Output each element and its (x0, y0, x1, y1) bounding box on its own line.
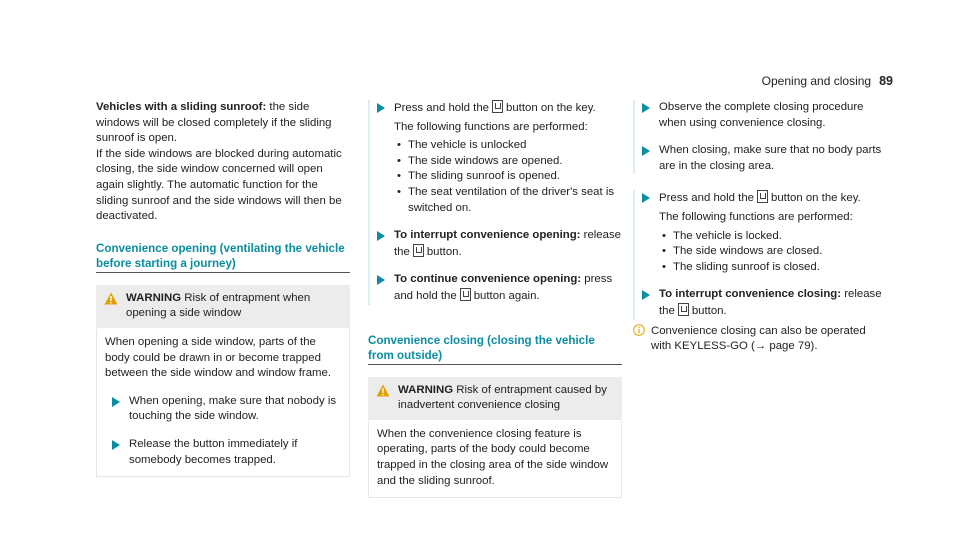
warning-box-closing (368, 377, 622, 499)
list-item: • The seat ventilation of the driver's seat is switched on. (394, 185, 622, 216)
page-header (762, 74, 893, 90)
step-arrow-icon (635, 100, 659, 131)
section-title-convenience-closing: Convenience closing (closing the vehicle from outside) (368, 333, 622, 365)
column-3 (633, 100, 889, 355)
step-arrow-icon (370, 228, 394, 260)
steps-group-caution (633, 100, 889, 174)
steps-group-opening (368, 100, 622, 305)
warning-step: Release the button immediately if somebody becomes trapped. (105, 437, 341, 468)
warning-body (96, 329, 350, 477)
functions-list (394, 138, 622, 216)
page-number: 89 (879, 74, 893, 88)
list-item: • The sliding sunroof is closed. (659, 260, 889, 276)
blocked-paragraph: If the side windows are blocked during automatic closing, the side window concerned will open again slightly. The automatic function for the sliding sunroof and the side windows will then be deactivated. (96, 147, 342, 223)
step-observe: Observe the complete closing procedure when using convenience closing. (635, 100, 889, 131)
column-2 (368, 100, 622, 498)
list-item: • The vehicle is unlocked (394, 138, 622, 154)
unlock-button-icon (460, 288, 471, 301)
step-continue-opening: To continue convenience opening: press and hold the button again. (370, 272, 622, 304)
warning-title: Risk of entrapment when opening a side window (126, 291, 311, 320)
column-1 (96, 100, 350, 477)
section-title-convenience-opening: Convenience opening (ventilating the vehicle before starting a journey) (96, 241, 350, 273)
functions-list (659, 229, 889, 276)
note-text: Convenience closing can also be operated with KEYLESS-GO (→ page 79). (651, 324, 866, 353)
step-arrow-icon (105, 394, 129, 425)
warning-triangle-icon (104, 291, 126, 322)
info-icon (633, 324, 651, 355)
step-press-hold: Press and hold the button on the key. The following functions are performed: • The vehicle is unlocked • The side windows are opened. • The sliding sunroof is opened. • The seat ventilation of the driver's seat is switched on. (370, 100, 622, 216)
step-arrow-icon (370, 272, 394, 304)
warning-header (368, 377, 622, 421)
warning-title: Risk of entrapment caused by inadvertent convenience closing (398, 383, 607, 412)
unlock-button-icon (492, 100, 503, 113)
warning-body (368, 421, 622, 498)
info-note (633, 324, 889, 355)
chapter-title: Opening and closing (761, 74, 872, 88)
steps-group-closing (633, 190, 889, 319)
lock-button-icon (678, 303, 689, 316)
step-interrupt-closing: To interrupt convenience closing: release the button. (635, 287, 889, 319)
warning-box-opening (96, 285, 350, 477)
step-arrow-icon (105, 437, 129, 468)
step-arrow-icon (370, 100, 394, 216)
unlock-button-icon (413, 244, 424, 257)
step-arrow-icon (635, 287, 659, 319)
intro-paragraph: Vehicles with a sliding sunroof: the side windows will be closed completely if the sliding sunroof is open. (96, 101, 332, 145)
warning-text: When opening a side window, parts of the body could be drawn in or become trapped between the side window and window frame. (105, 335, 332, 380)
list-item: • The side windows are opened. (394, 154, 622, 170)
step-interrupt-opening: To interrupt convenience opening: release the button. (370, 228, 622, 260)
step-press-hold-lock: Press and hold the button on the key. The following functions are performed: • The vehicle is locked. • The side windows are closed. • The sliding sunroof is closed. (635, 190, 889, 275)
warning-label: WARNING (126, 291, 182, 304)
step-arrow-icon (635, 143, 659, 174)
step-arrow-icon (635, 190, 659, 275)
warning-label: WARNING (398, 383, 454, 396)
list-item: • The vehicle is locked. (659, 229, 889, 245)
warning-step: When opening, make sure that nobody is touching the side window. (105, 394, 341, 425)
warning-triangle-icon (376, 383, 398, 414)
step-no-body-parts: When closing, make sure that no body parts are in the closing area. (635, 143, 889, 174)
lock-button-icon (757, 190, 768, 203)
warning-header (96, 285, 350, 329)
warning-text: When the convenience closing feature is operating, parts of the body could become trapped in the closing area of the side window and the sliding sunroof. (377, 427, 609, 487)
list-item: • The side windows are closed. (659, 244, 889, 260)
list-item: • The sliding sunroof is opened. (394, 169, 622, 185)
